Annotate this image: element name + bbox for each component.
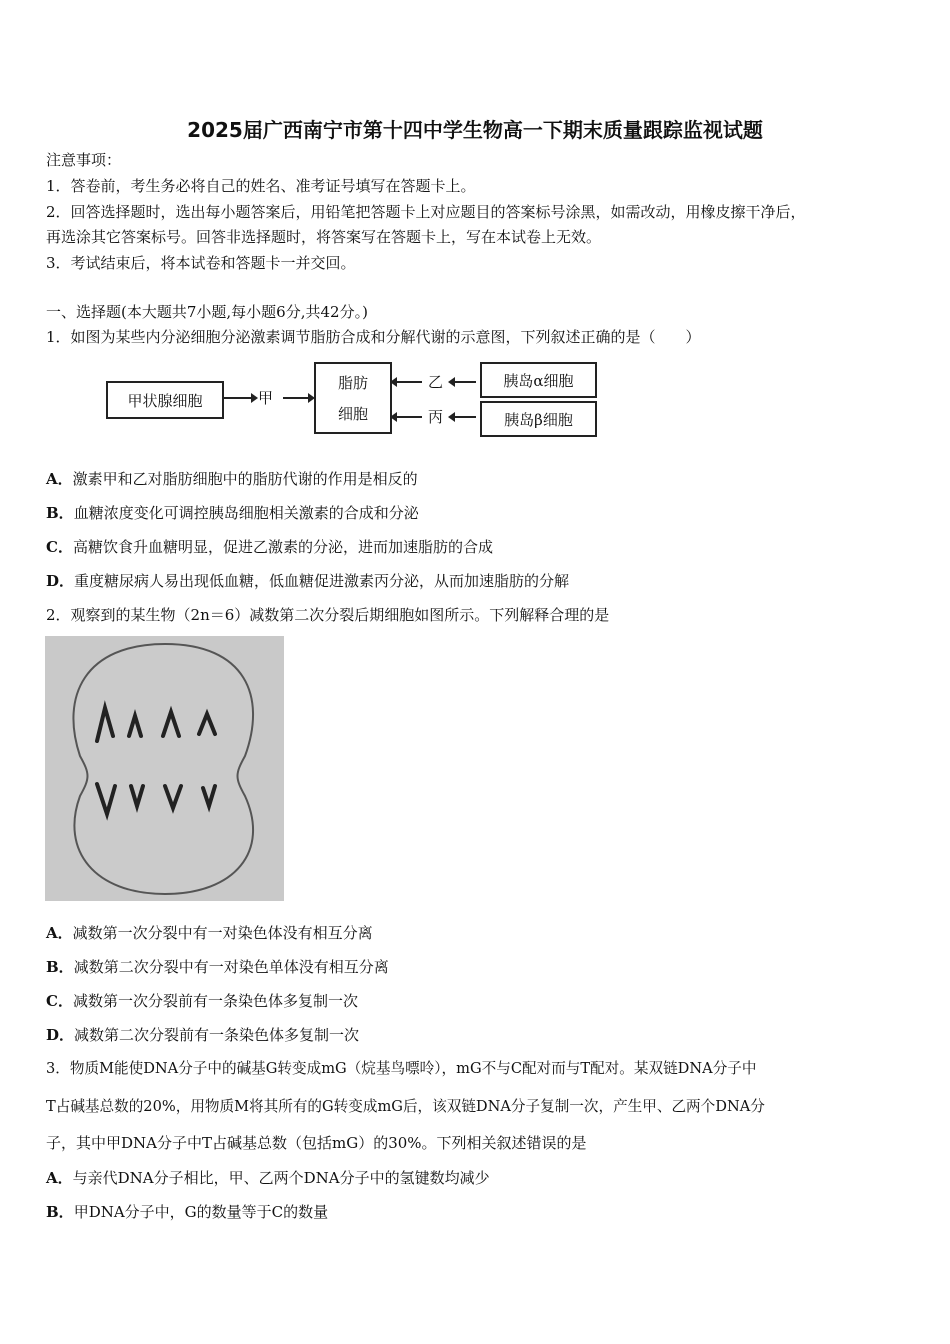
notice-heading: 注意事项： <box>46 151 122 169</box>
option-d: D．减数第二次分裂前有一条染色体多复制一次 <box>46 1026 360 1044</box>
option-d: D．重度糖尿病人易出现低血糖，低血糖促进激素丙分泌，从而加速脂肪的分解 <box>46 572 570 590</box>
notice-item: 2．回答选择题时，选出每小题答案后，用铅笔把答题卡上对应题目的答案标号涂黑，如需改动，用橡皮擦干净后， <box>46 203 806 221</box>
arrow-icon <box>454 416 476 418</box>
arrow-icon <box>454 381 476 383</box>
question-3-stem: 3．物质M能使DNA分子中的碱基G转变成mG（烷基鸟嘌呤），mG不与C配对而与T配对。某双链DNA分子中 <box>46 1060 757 1077</box>
notice-item: 3．考试结束后，将本试卷和答题卡一并交回。 <box>46 254 356 272</box>
arrow-icon <box>222 397 252 399</box>
question-3-stem: 子，其中甲DNA分子中T占碱基总数（包括mG）的30%。下列相关叙述错误的是 <box>46 1134 587 1152</box>
islet-beta-cell-box: 胰岛β细胞 <box>480 401 597 437</box>
arrow-icon <box>396 416 422 418</box>
page-title: 2025届广西南宁市第十四中学生物高一下期末质量跟踪监视试题 <box>187 118 763 142</box>
question-3-stem: T占碱基总数的20%，用物质M将其所有的G转变成mG后，该双链DNA分子复制一次，产生甲、乙两个DNA分 <box>46 1098 765 1115</box>
option-b: B．血糖浓度变化可调控胰岛细胞相关激素的合成和分泌 <box>46 504 419 522</box>
notice-item: 再选涂其它答案标号。回答非选择题时，将答案写在答题卡上，写在本试卷上无效。 <box>46 228 602 246</box>
option-a: A．减数第一次分裂中有一对染色体没有相互分离 <box>46 924 373 942</box>
hormone-jia-label: 甲 <box>258 389 274 407</box>
cell-division-image <box>45 636 284 901</box>
option-a: A．激素甲和乙对脂肪细胞中的脂肪代谢的作用是相反的 <box>46 470 418 488</box>
section-heading: 一、选择题(本大题共7小题,每小题6分,共42分。) <box>46 303 368 321</box>
option-a: A．与亲代DNA分子相比，甲、乙两个DNA分子中的氢键数均减少 <box>46 1169 490 1187</box>
option-c: C．高糖饮食升血糖明显，促进乙激素的分泌，进而加速脂肪的合成 <box>46 538 493 556</box>
hormone-yi-label: 乙 <box>428 373 444 391</box>
question-2-stem: 2．观察到的某生物（2n＝6）减数第二次分裂后期细胞如图所示。下列解释合理的是 <box>46 606 610 624</box>
notice-item: 1．答卷前，考生务必将自己的姓名、准考证号填写在答题卡上。 <box>46 177 476 195</box>
option-b: B．减数第二次分裂中有一对染色单体没有相互分离 <box>46 958 389 976</box>
fat-cell-label: 细胞 <box>337 405 368 423</box>
option-c: C．减数第一次分裂前有一条染色体多复制一次 <box>46 992 358 1010</box>
islet-alpha-cell-box: 胰岛α细胞 <box>480 362 597 398</box>
option-b: B．甲DNA分子中，G的数量等于C的数量 <box>46 1203 329 1221</box>
arrow-icon <box>283 397 309 399</box>
fat-cell-box <box>314 362 392 434</box>
hormone-bing-label: 丙 <box>428 408 444 426</box>
thyroid-cell-box: 甲状腺细胞 <box>106 381 224 419</box>
arrow-icon <box>396 381 422 383</box>
question-1-stem: 1．如图为某些内分泌细胞分泌激素调节脂肪合成和分解代谢的示意图，下列叙述正确的是（ ） <box>46 328 701 346</box>
fat-cell-label: 脂肪 <box>337 374 368 392</box>
